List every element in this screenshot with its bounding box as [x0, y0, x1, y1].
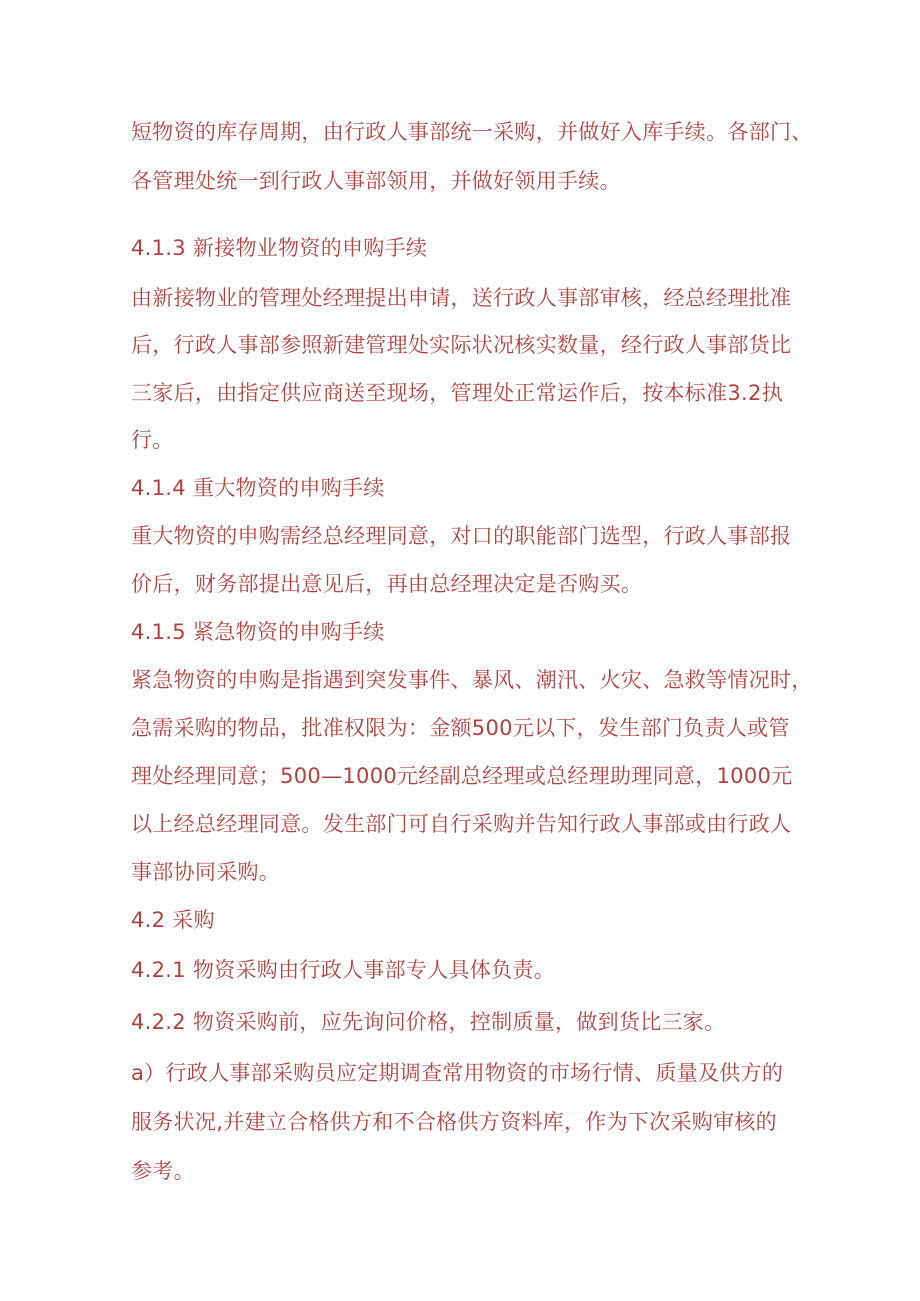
paragraph-line: 后，行政人事部参照新建管理处实际状况核实数量，经行政人事部货比	[131, 333, 792, 357]
paragraph-line: 短物资的库存周期，由行政人事部统一采购，并做好入库手续。各部门、	[131, 120, 813, 144]
section-heading-4-1-3: 4.1.3 新接物业物资的申购手续	[131, 236, 428, 260]
section-heading-4-1-4: 4.1.4 重大物资的申购手续	[131, 476, 385, 500]
paragraph-line: 三家后，由指定供应商送至现场，管理处正常运作后，按本标准3.2执	[131, 381, 783, 405]
paragraph-line: 各管理处统一到行政人事部领用，并做好领用手续。	[131, 169, 621, 193]
paragraph-line: 以上经总经理同意。发生部门可自行采购并告知行政人事部或由行政人	[131, 812, 792, 836]
paragraph-line: 理处经理同意；500—1000元经副总经理或总经理助理同意，1000元	[131, 764, 793, 788]
list-item-a: a）行政人事部采购员应定期调查常用物资的市场行情、质量及供方的	[131, 1061, 784, 1085]
paragraph-line: 紧急物资的申购是指遇到突发事件、暴风、潮汛、火灾、急救等情况时，	[131, 668, 813, 692]
paragraph-line: 行。	[131, 428, 174, 452]
paragraph-line: 事部协同采购。	[131, 860, 281, 884]
paragraph-line: 重大物资的申购需经总经理同意，对口的职能部门选型，行政人事部报	[131, 524, 792, 548]
paragraph-line: 参考。	[131, 1159, 195, 1183]
section-heading-4-1-5: 4.1.5 紧急物资的申购手续	[131, 620, 385, 644]
paragraph-line: 价后，财务部提出意见后，再由总经理决定是否购买。	[131, 572, 643, 596]
paragraph-line: 急需采购的物品，批准权限为：金额500元以下，发生部门负责人或管	[131, 716, 790, 740]
section-item-4-2-1: 4.2.1 物资采购由行政人事部专人具体负责。	[131, 958, 556, 982]
paragraph-line: 由新接物业的管理处经理提出申请，送行政人事部审核，经总经理批准	[131, 286, 792, 310]
section-heading-4-2: 4.2 采购	[131, 908, 215, 932]
paragraph-line: 服务状况,并建立合格供方和不合格供方资料库，作为下次采购审核的	[131, 1110, 777, 1134]
section-item-4-2-2: 4.2.2 物资采购前，应先询问价格，控制质量，做到货比三家。	[131, 1010, 726, 1034]
